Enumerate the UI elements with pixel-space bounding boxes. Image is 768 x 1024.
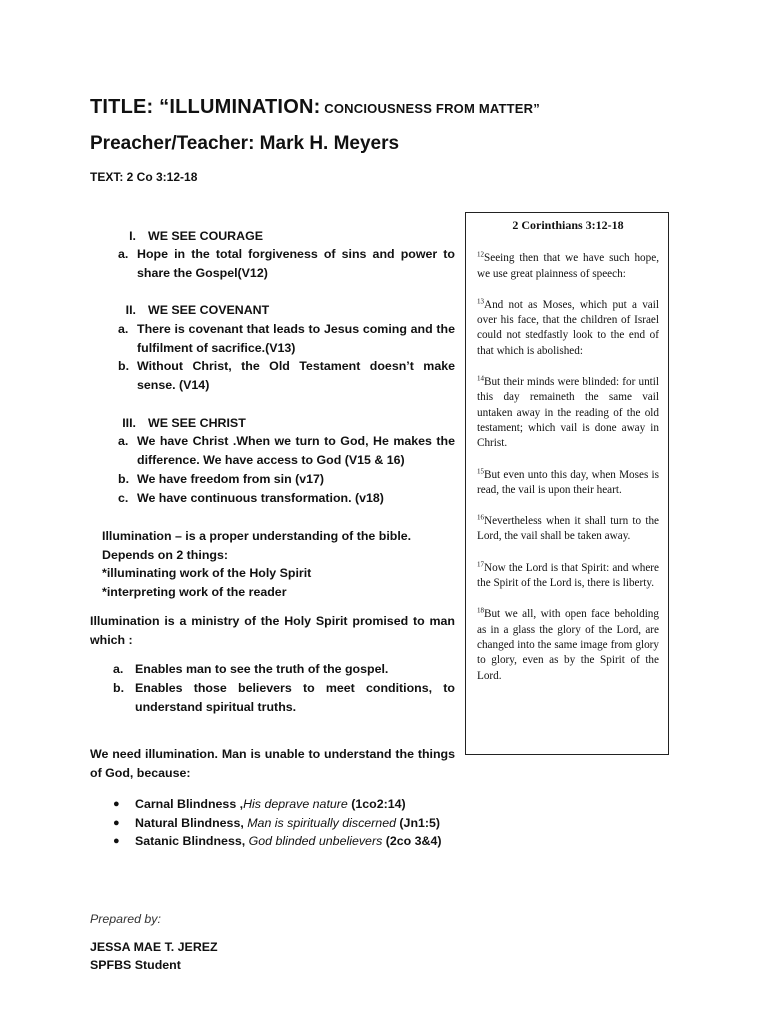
list-item xyxy=(113,832,441,851)
subpoint-label: b. xyxy=(118,472,130,486)
verse-number: 16 xyxy=(477,513,484,522)
subpoint-text: Hope in the total forgiveness of sins and power to share the Gospel(V12) xyxy=(137,247,455,280)
verse-text: Now the Lord is that Spirit: and where the Spirit of the Lord is, there is liberty. xyxy=(477,561,659,590)
verse-number: 18 xyxy=(477,606,484,615)
ministry-point xyxy=(113,660,455,679)
subpoint-text: We have continuous transformation. (v18) xyxy=(137,491,384,505)
ministry-intro: Illumination is a ministry of the Holy Spirit promised to man which : xyxy=(90,614,455,647)
point-label: b. xyxy=(113,681,125,695)
outline-section-heading xyxy=(108,414,458,433)
blindness-reference: (2co 3&4) xyxy=(382,834,442,849)
verse xyxy=(477,561,659,592)
verse-text: But even unto this day, when Moses is read, the vail is upon their heart. xyxy=(477,468,659,496)
document-title xyxy=(90,96,540,119)
blindness-description: Man is spiritually discerned xyxy=(247,815,396,830)
point-label: a. xyxy=(113,662,124,676)
verse xyxy=(477,468,659,499)
verse-number: 13 xyxy=(477,297,484,306)
verse-text: Seeing then that we have such hope, we use great plainness of speech: xyxy=(477,252,659,280)
blindness-type: Satanic Blindness, xyxy=(135,834,249,849)
verse xyxy=(477,514,659,545)
section-heading-text: WE SEE COURAGE xyxy=(148,229,263,243)
author-role: SPFBS Student xyxy=(90,958,181,972)
point-text: Enables those believers to meet conditions, to understand spiritual truths. xyxy=(135,681,455,714)
bullet-icon: ● xyxy=(113,835,120,848)
author-name: JESSA MAE T. JEREZ xyxy=(90,940,218,954)
prepared-by-label: Prepared by: xyxy=(90,912,161,926)
verse xyxy=(477,251,659,282)
list-item xyxy=(113,814,441,833)
verse-number: 12 xyxy=(477,250,484,259)
ministry-point xyxy=(113,679,455,716)
verse-text: Nevertheless when it shall turn to the Lord, the vail shall be taken away. xyxy=(477,515,659,543)
blindness-description: God blinded unbelievers xyxy=(248,834,383,849)
verse xyxy=(477,298,659,359)
text-reference: TEXT: 2 Co 3:12-18 xyxy=(90,170,198,184)
bullet-icon: ● xyxy=(113,816,120,829)
title-subtitle: CONCIOUSNESS FROM MATTER” xyxy=(320,101,540,116)
blindness-list xyxy=(113,795,441,851)
outline-subpoint xyxy=(118,320,455,357)
section-numeral: II. xyxy=(125,303,136,317)
blindness-description: His deprave nature xyxy=(243,797,348,811)
verse-number: 17 xyxy=(477,560,484,569)
subpoint-label: a. xyxy=(118,322,129,336)
subpoint-label: c. xyxy=(118,491,129,505)
section-heading-text: WE SEE CHRIST xyxy=(148,416,246,430)
subpoint-text: There is covenant that leads to Jesus coming and the fulfilment of sacrifice.(V13) xyxy=(137,322,455,355)
definition-line: *illuminating work of the Holy Spirit xyxy=(102,566,312,581)
verse-number: 14 xyxy=(477,374,484,383)
definition-line: Depends on 2 things: xyxy=(102,547,228,562)
subpoint-label: b. xyxy=(118,359,130,373)
definition-line: Illumination – is a proper understanding of the bible. xyxy=(102,529,412,543)
section-numeral: I. xyxy=(129,229,136,243)
verse xyxy=(477,375,659,451)
verse-text: And not as Moses, which put a vail over his face, that the children of Israel could not stedfastly look to the end of that which is abolished: xyxy=(477,298,659,357)
outline-section-heading xyxy=(108,301,458,320)
blindness-type: Carnal Blindness , xyxy=(135,797,244,811)
blindness-reference: (1co2:14) xyxy=(347,797,406,811)
subpoint-text: We have freedom from sin (v17) xyxy=(137,472,325,486)
outline-subpoint xyxy=(118,245,455,282)
outline-subpoint xyxy=(118,489,455,508)
blindness-reference: (Jn1:5) xyxy=(395,815,441,830)
subpoint-text: Without Christ, the Old Testament doesn’t make sense. (V14) xyxy=(137,359,455,392)
verse xyxy=(477,607,659,683)
point-text: Enables man to see the truth of the gospel. xyxy=(135,662,389,676)
subpoint-label: a. xyxy=(118,247,129,261)
illumination-definition xyxy=(102,527,462,601)
outline-subpoint xyxy=(118,470,455,489)
verse-text: But their minds were blinded: for until this day remaineth the same vail untaken away in the reading of the old testament; which vail is done away in Christ. xyxy=(477,376,659,450)
scripture-title: 2 Corinthians 3:12-18 xyxy=(512,218,624,232)
title-main: TITLE: “ILLUMINATION: xyxy=(90,96,321,118)
blindness-type: Natural Blindness, xyxy=(135,815,248,830)
section-heading-text: WE SEE COVENANT xyxy=(148,303,270,317)
outline-section-heading xyxy=(108,227,458,246)
need-paragraph: We need illumination. Man is unable to understand the things of God, because: xyxy=(90,747,455,780)
bullet-icon: ● xyxy=(113,798,120,810)
preacher-line: Preacher/Teacher: Mark H. Meyers xyxy=(90,133,400,154)
scripture-box xyxy=(465,212,669,755)
verse-text: But we all, with open face beholding as in a glass the glory of the Lord, are changed into the same image from glory to glory, even as by the Spirit of the Lord. xyxy=(477,608,659,682)
verse-number: 15 xyxy=(477,466,484,475)
section-numeral: III. xyxy=(122,416,136,430)
list-item xyxy=(113,795,441,814)
subpoint-label: a. xyxy=(118,434,129,448)
outline-subpoint xyxy=(118,432,455,469)
outline-subpoint xyxy=(118,357,455,394)
definition-line: *interpreting work of the reader xyxy=(102,584,287,599)
subpoint-text: We have Christ .When we turn to God, He makes the difference. We have access to God (V15 & 16) xyxy=(137,434,455,467)
